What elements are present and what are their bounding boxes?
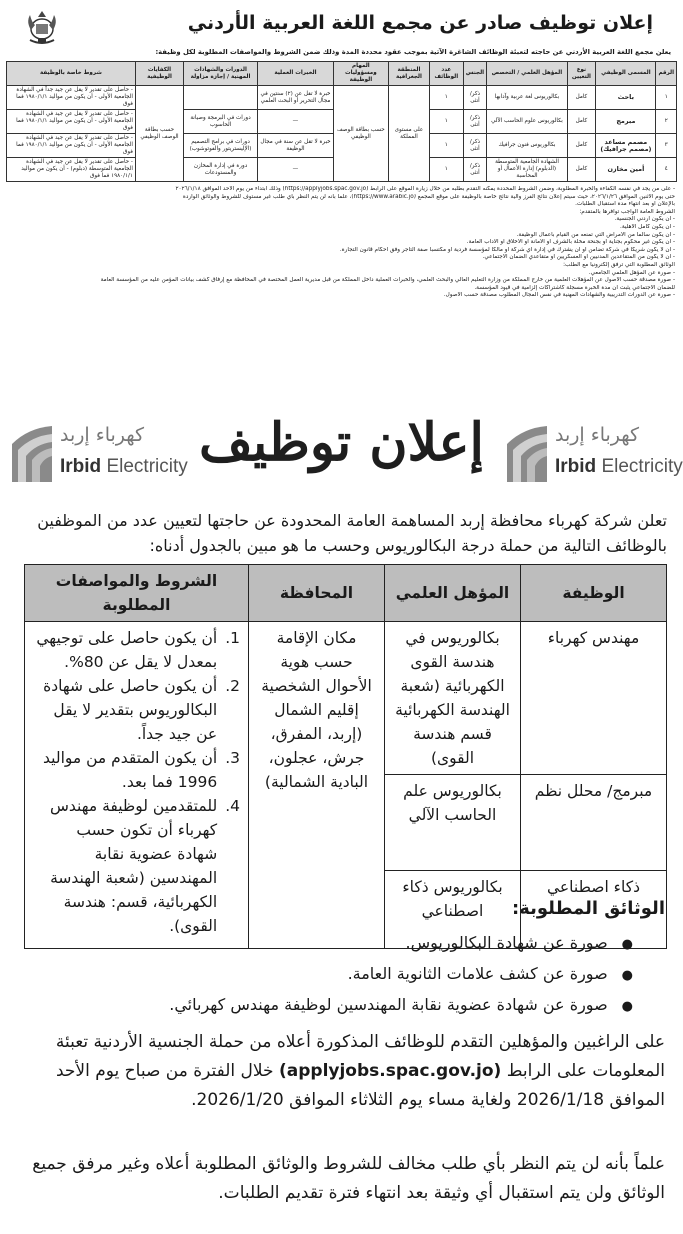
- cell-count: ١: [430, 86, 464, 110]
- cell-special: - حاصل على تقدير لا يقل عن جيد جداً في الشهادة الجامعية الأولى - أن يكون من مواليد ١٩٨٠/١/١ فما فوق: [7, 86, 136, 110]
- note-line: - أن يكون كامل الأهلية.: [620, 223, 675, 230]
- col-header: الدورات والشهادات المهنية / إجازة مزاولة: [184, 62, 258, 86]
- logo-english-bold: Irbid: [555, 456, 597, 477]
- logo-arabic-name: كهرباء إربد: [555, 424, 640, 446]
- cell-type: كامل: [567, 110, 596, 134]
- cell-job-title: باحث: [596, 86, 656, 110]
- table-row: [7, 86, 677, 110]
- col-header-qualification: المؤهل العلمي: [385, 565, 521, 622]
- cell-count: ١: [430, 158, 464, 182]
- logo-english-name: [555, 456, 683, 478]
- cell-count: ١: [430, 134, 464, 158]
- requirement-number: 4.: [225, 797, 240, 815]
- requirement-text: للمتقدمين لوظيفة مهندس كهرباء أن تكون حسب شهادة عضوية نقابة المهندسين (شعبة الهندسة الكهربائية، قسم: هندسة القوى).: [50, 797, 218, 935]
- cell-experience: —: [258, 158, 334, 182]
- logo-english-rest: Electricity: [601, 456, 683, 477]
- cell-type: كامل: [567, 134, 596, 158]
- list-item: [33, 674, 240, 746]
- cell-job: مبرمج/ محلل نظم: [521, 775, 667, 871]
- cell-courses: دورات في برامج التصميم (الإليستريتور والفوتوشوب): [184, 134, 258, 158]
- cell-number: ٣: [656, 134, 677, 158]
- cell-governorate: مكان الإقامة حسب هوية الأحوال الشخصية إقليم الشمال (إربد، المفرق، جرش، عجلون، البادية الشمالية): [249, 622, 385, 949]
- cell-courses: [184, 86, 258, 110]
- cell-qualification: بكالوريوس ذكاء اصطناعي: [385, 871, 521, 949]
- requirement-text: أن يكون حاصل على شهادة البكالوريوس بتقدير لا يقل عن جيد جداً.: [43, 677, 218, 743]
- cell-number: ٢: [656, 110, 677, 134]
- logo-english-bold: Irbid: [60, 456, 102, 477]
- col-header: نوع التعيين: [567, 62, 596, 86]
- cell-special: - حاصل على تقدير لا يقل عن جيد في الشهادة الجامعية الأولى - أن يكون من مواليد ١٩٨٠/١/١ فما فوق: [7, 110, 136, 134]
- apply-text: على الراغبين والمؤهلين التقدم للوظائف المذكورة أعلاه من حملة الجنسية الأردنية تعبئة المعلومات على الرابط: [55, 1032, 665, 1081]
- note-line: - أن يكون أردني الجنسية.: [614, 216, 675, 223]
- irbid-electricity-job-ad: [6, 398, 683, 1228]
- irbid-ad-intro: تعلن شركة كهرباء محافظة إربد المساهمة العامة المحدودة عن حاجتها لتعيين عدد من الموظفين بالوظائف التالية من حملة درجة البكالوريوس وحسب ما هو مبين بالجدول أدناه:: [37, 511, 667, 555]
- col-header: المسمى الوظيفي: [596, 62, 656, 86]
- requirement-text: أن يكون المتقدم من مواليد 1996 فما بعد.: [43, 749, 218, 791]
- academy-ad-notes: [6, 186, 677, 300]
- cell-qualification: بكالوريوس لغة عربية وآدابها: [487, 86, 567, 110]
- cell-job-title: مصمم مساعد (مصمم جرافيك): [596, 134, 656, 158]
- cell-job-title: أمين مخازن: [596, 158, 656, 182]
- note-line: الوثائق المطلوبة التي ترفق إلكترونياً مع الطلب:: [563, 261, 675, 268]
- cell-number: ٤: [656, 158, 677, 182]
- cell-competencies: حسب بطاقة الوصف الوظيفي: [135, 86, 183, 182]
- cell-qualification: بكالوريوس علوم الحاسب الآلي: [487, 110, 567, 134]
- note-line: - على من يجد في نفسه الكفاءة والخبرة المطلوبة، وضمن الشروط المحددة يمكنه التقدم بطلبه من خلال زيارة الموقع على الرابط (https://applyjobs.spac.gov.jo) وذلك ابتداء من يوم الأحد الموافق ٢٠٢٦/١/١٨: [175, 186, 675, 192]
- note-line: للضمان الاجتماعي يثبت أن مدة الخبرة مسجلة كاشتراكات إلزامية في قيود المؤسسة.: [474, 284, 675, 291]
- note-line: - صورة مصدقة حسب الأصول عن المؤهلات العلمية من خارج المملكة من وزارة التعليم العالي والبحث العلمي، والخبرات العملية داخل المملكة من قبل مديرية العمل المختصة في المحافظة مع إرفاق كشف بيانات المؤمن عليه من المؤسسة العامة: [100, 277, 675, 284]
- col-header: الرقم: [656, 62, 677, 86]
- cell-qualification: بكالوريوس فنون جرافيك: [487, 134, 567, 158]
- cell-courses: دورة في إدارة المخازن والمستودعات: [184, 158, 258, 182]
- list-item: ● صورة عن شهادة البكالوريوس.: [169, 928, 633, 959]
- cell-requirements: [25, 622, 249, 949]
- cell-experience: خبرة لا تقل عن (٢) سنتين في مجال التحرير أو البحث العلمي: [258, 86, 334, 110]
- academy-ad-header: [6, 4, 677, 48]
- cell-experience: —: [258, 110, 334, 134]
- note-line: - أن لا يكون شريكاً في شركة تضامن أو أن يشترك في إدارة أي شركة أو مالكاً لمؤسسة فردية أو مكتسباً صفة التاجر وفق أحكام قانون التجارة.: [339, 246, 675, 253]
- col-header: المنطقة الجغرافية: [388, 62, 429, 86]
- jordan-emblem-icon: [22, 8, 62, 48]
- irbid-electricity-logo-mark-icon: [503, 424, 549, 484]
- academy-jobs-table: [6, 61, 677, 182]
- requirement-number: 3.: [225, 749, 240, 767]
- col-header: المؤهل العلمي / التخصص: [487, 62, 567, 86]
- list-item: [33, 626, 240, 674]
- cell-experience: خبرة لا تقل عن سنة في مجال الوظيفة: [258, 134, 334, 158]
- cell-count: ١: [430, 110, 464, 134]
- cell-gender: ذكر/أنثى: [463, 134, 487, 158]
- requirement-number: 1.: [225, 629, 240, 647]
- cell-qualification: الشهادة الجامعية المتوسطة (الدبلوم) إدارة الأعمال أو المحاسبة: [487, 158, 567, 182]
- col-header: عدد الوظائف: [430, 62, 464, 86]
- apply-link[interactable]: (applyjobs.spac.gov.jo): [278, 1061, 502, 1081]
- documents-title: الوثائق المطلوبة:: [511, 898, 665, 919]
- cell-special: - حاصل على تقدير لا يقل عن جيد في الشهادة الجامعية المتوسطة (دبلوم) - أن يكون من مواليد ١٩٨٠/١/١ فما فوق: [7, 158, 136, 182]
- list-item: [33, 746, 240, 794]
- list-item: ● صورة عن شهادة عضوية نقابة المهندسين لوظيفة مهندس كهربائي.: [169, 990, 633, 1021]
- cell-special: - حاصل على تقدير لا يقل عن جيد في الشهادة الجامعية الأولى - أن يكون من مواليد ١٩٨٠/١/١ فما فوق: [7, 134, 136, 158]
- application-instructions: [20, 1028, 665, 1115]
- cell-type: كامل: [567, 86, 596, 110]
- col-header-job: الوظيفة: [521, 565, 667, 622]
- list-item: [33, 794, 240, 938]
- col-header: الجنس: [463, 62, 487, 86]
- irbid-ad-title: إعلان توظيف: [198, 412, 485, 473]
- cell-gender: ذكر/أنثى: [463, 110, 487, 134]
- col-header-requirements: الشروط والمواصفات المطلوبة: [25, 565, 249, 622]
- cell-type: كامل: [567, 158, 596, 182]
- note-line: حتى يوم الاثنين الموافق ٢٠٢٦/١/٢٦، حيث سيتم إعلان نتائج الفرز وآلية نتائج خاصة بالوظيفة على موقع المجمع (https://www.arabic.jo)، علماً بأنه لن يتم النظر بأي طلب غير مستوف للشروط والوثائق الواردة: [182, 193, 675, 200]
- list-item: ● صورة عن كشف علامات الثانوية العامة.: [169, 959, 633, 990]
- requirement-text: أن يكون حاصل على توجيهي بمعدل لا يقل عن 80%.: [36, 629, 218, 671]
- col-header: الخبرات العملية: [258, 62, 334, 86]
- col-header-governorate: المحافظة: [249, 565, 385, 622]
- note-line: - صورة عن المؤهل العلمي الجامعي.: [588, 269, 675, 276]
- academy-ad-intro: يعلن مجمع اللغة العربية الأردني عن حاجته لتعبئة الوظائف الشاغرة الآتية بموجب عقود محددة المدة وذلك ضمن الشروط والمواصفات المطلوبة لكل وظيفة:: [155, 48, 671, 56]
- note-line: - أن يكون سالماً من الأمراض التي تمنعه من القيام بأعمال الوظيفة.: [516, 231, 675, 238]
- cell-qualification: بكالوريوس علم الحاسب الآلي: [385, 775, 521, 871]
- note-line: - أن يكون غير محكوم بجناية أو بجنحة مخلة بالشرف أو الأمانة أو الأخلاق أو الآداب العامة.: [466, 239, 675, 246]
- cell-gender: ذكر/أنثى: [463, 158, 487, 182]
- cell-job-title: مبرمج: [596, 110, 656, 134]
- cell-tasks: حسب بطاقة الوصف الوظيفي: [333, 86, 388, 182]
- table-row: [25, 622, 667, 775]
- documents-list: [169, 928, 633, 1021]
- logo-arabic-name: كهرباء إربد: [60, 424, 145, 446]
- col-header: شروط خاصة بالوظيفة: [7, 62, 136, 86]
- requirements-list: [33, 626, 240, 938]
- cell-gender: ذكر/أنثى: [463, 86, 487, 110]
- table-header-row: [25, 565, 667, 622]
- cell-courses: دورات في البرمجة وصيانة الحاسوب: [184, 110, 258, 134]
- irbid-jobs-table: [24, 564, 667, 949]
- irbid-electricity-logo-right: [503, 422, 683, 492]
- final-note: علماً بأنه لن يتم النظر بأي طلب مخالف للشروط والوثائق المطلوبة أعلاه وغير مرفق جميع الوثائق ولن يتم استقبال أي وثيقة بعد انتهاء فترة تقديم الطلبات.: [32, 1154, 665, 1203]
- cell-region: على مستوى المملكة: [388, 86, 429, 182]
- note-line: - أن لا يكون من المتقاعدين المدنيين أو العسكريين أو متقاعدي الضمان الاجتماعي.: [482, 254, 675, 261]
- cell-number: ١: [656, 86, 677, 110]
- col-header: الكفايات الوظيفية: [135, 62, 183, 86]
- note-line: بالإعلان أو بعد انتهاء مدة استقبال الطلبات.: [575, 201, 675, 208]
- table-header-row: [7, 62, 677, 86]
- cell-job: ذكاء اصطناعي: [521, 871, 667, 949]
- apply-period: خلال الفترة من صباح يوم الأحد الموافق 2026/1/18 ولغاية مساء يوم الثلاثاء الموافق 2026/1/20.: [55, 1061, 665, 1110]
- academy-ad-title: إعلان توظيف صادر عن مجمع اللغة العربية الأردني: [187, 12, 653, 34]
- cell-job: مهندس كهرباء: [521, 622, 667, 775]
- academy-job-ad: [6, 4, 677, 342]
- cell-qualification: بكالوريوس في هندسة القوى الكهربائية (شعبة الهندسة الكهربائية قسم هندسة القوى): [385, 622, 521, 775]
- requirement-number: 2.: [225, 677, 240, 695]
- logo-english-rest: Electricity: [106, 456, 188, 477]
- note-line: - صورة عن الدورات التدريبية والشهادات المهنية في نفس المجال المطلوب مصدقة حسب الأصول.: [443, 292, 675, 299]
- col-header: المهام ومسؤوليات الوظيفة: [333, 62, 388, 86]
- note-line: الشروط العامة الواجب توافرها بالمتقدم:: [579, 208, 675, 215]
